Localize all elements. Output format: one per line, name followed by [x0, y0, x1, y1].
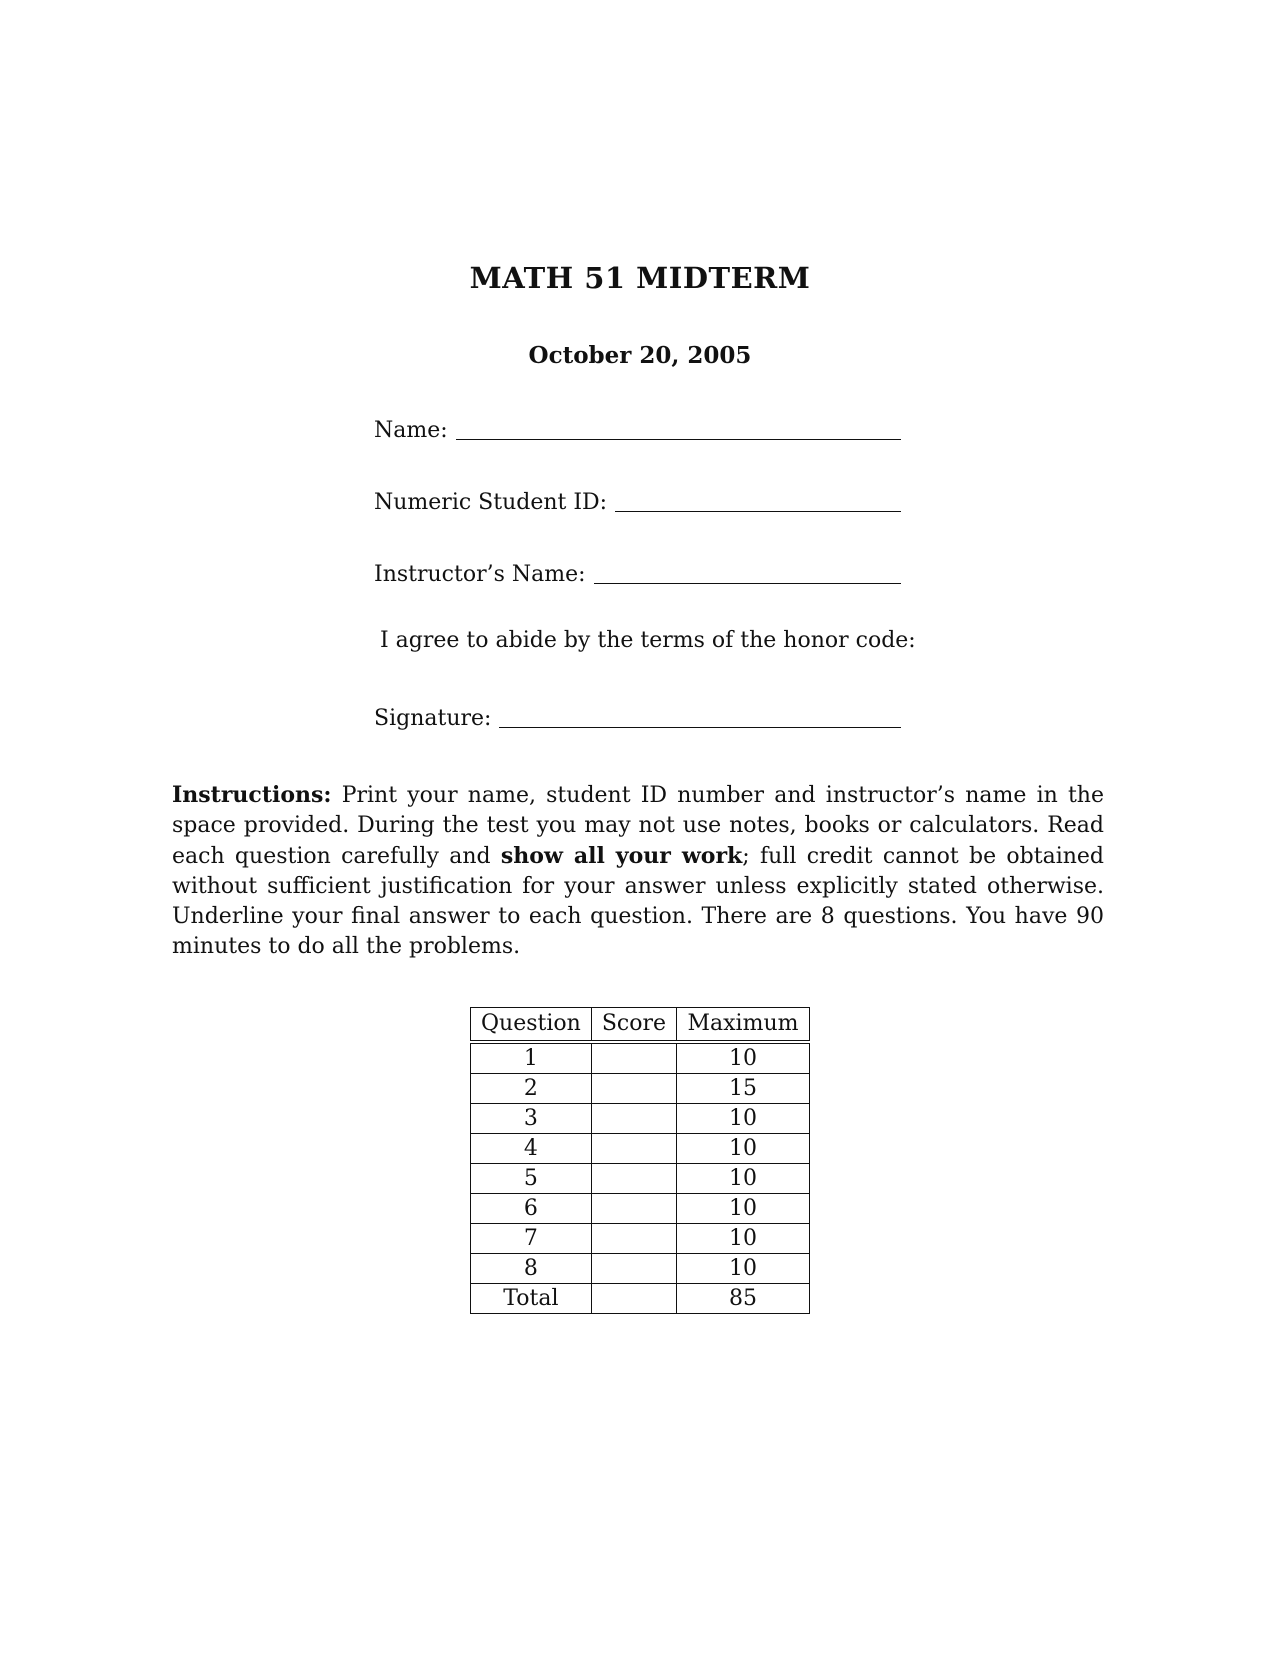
- question-cell: 3: [471, 1104, 592, 1134]
- name-field: [374, 412, 901, 442]
- total-maximum-cell: 85: [677, 1284, 810, 1314]
- maximum-cell: 10: [677, 1134, 810, 1164]
- score-cell[interactable]: [591, 1254, 676, 1284]
- instructions-emphasis: show all your work: [500, 843, 743, 869]
- question-cell: 6: [471, 1194, 592, 1224]
- name-label: Name:: [374, 418, 448, 443]
- question-cell: 4: [471, 1134, 592, 1164]
- question-cell: 1: [471, 1042, 592, 1074]
- score-table: [470, 1007, 810, 1314]
- student-id-label: Numeric Student ID:: [374, 490, 608, 515]
- honor-code-statement: I agree to abide by the terms of the honor code:: [380, 628, 916, 653]
- maximum-cell: 10: [677, 1164, 810, 1194]
- question-cell: 7: [471, 1224, 592, 1254]
- maximum-cell: 15: [677, 1074, 810, 1104]
- signature-label: Signature:: [374, 706, 492, 731]
- score-cell[interactable]: [591, 1074, 676, 1104]
- score-cell[interactable]: [591, 1134, 676, 1164]
- score-cell[interactable]: [591, 1224, 676, 1254]
- score-cell[interactable]: [591, 1104, 676, 1134]
- question-cell: 5: [471, 1164, 592, 1194]
- total-label-cell: Total: [471, 1284, 592, 1314]
- student-id-blank-line[interactable]: [615, 511, 901, 512]
- maximum-cell: 10: [677, 1224, 810, 1254]
- exam-date: October 20, 2005: [528, 342, 752, 369]
- score-cell[interactable]: [591, 1164, 676, 1194]
- table-row: [471, 1042, 810, 1074]
- question-cell: 8: [471, 1254, 592, 1284]
- maximum-cell: 10: [677, 1104, 810, 1134]
- header-maximum: Maximum: [677, 1008, 810, 1043]
- instructor-name-label: Instructor’s Name:: [374, 562, 586, 587]
- instructor-name-blank-line[interactable]: [594, 583, 901, 584]
- score-table-header-row: [471, 1008, 810, 1043]
- name-blank-line[interactable]: [456, 439, 901, 440]
- page-title: MATH 51 MIDTERM: [469, 261, 811, 295]
- signature-field: [374, 700, 901, 730]
- instructions-text-part1: Print your name, student ID number and instructor’s name in the space provided. During the test you may not use notes, books or calculators. Read each question carefully and: [172, 783, 1104, 869]
- maximum-cell: 10: [677, 1042, 810, 1074]
- table-row: [471, 1254, 810, 1284]
- header-question: Question: [471, 1008, 592, 1043]
- table-row: [471, 1194, 810, 1224]
- instructions-paragraph: [172, 780, 1104, 962]
- table-row: [471, 1224, 810, 1254]
- table-row: [471, 1104, 810, 1134]
- maximum-cell: 10: [677, 1254, 810, 1284]
- table-row: [471, 1164, 810, 1194]
- maximum-cell: 10: [677, 1194, 810, 1224]
- table-row-total: [471, 1284, 810, 1314]
- table-row: [471, 1074, 810, 1104]
- header-score: Score: [591, 1008, 676, 1043]
- student-id-field: [374, 484, 901, 514]
- question-cell: 2: [471, 1074, 592, 1104]
- instructions-lead: Instructions:: [172, 782, 332, 808]
- instructions-text-part2: ; full credit cannot be obtained without sufficient justification for your answer unless explicitly stated otherwise. Underline your final answer to each question. There are 8 questions. You have 90 minutes to do all the problems.: [172, 844, 1105, 959]
- score-cell[interactable]: [591, 1042, 676, 1074]
- instructor-name-field: [374, 556, 901, 586]
- total-score-cell[interactable]: [591, 1284, 676, 1314]
- score-cell[interactable]: [591, 1194, 676, 1224]
- table-row: [471, 1134, 810, 1164]
- signature-blank-line[interactable]: [499, 727, 901, 728]
